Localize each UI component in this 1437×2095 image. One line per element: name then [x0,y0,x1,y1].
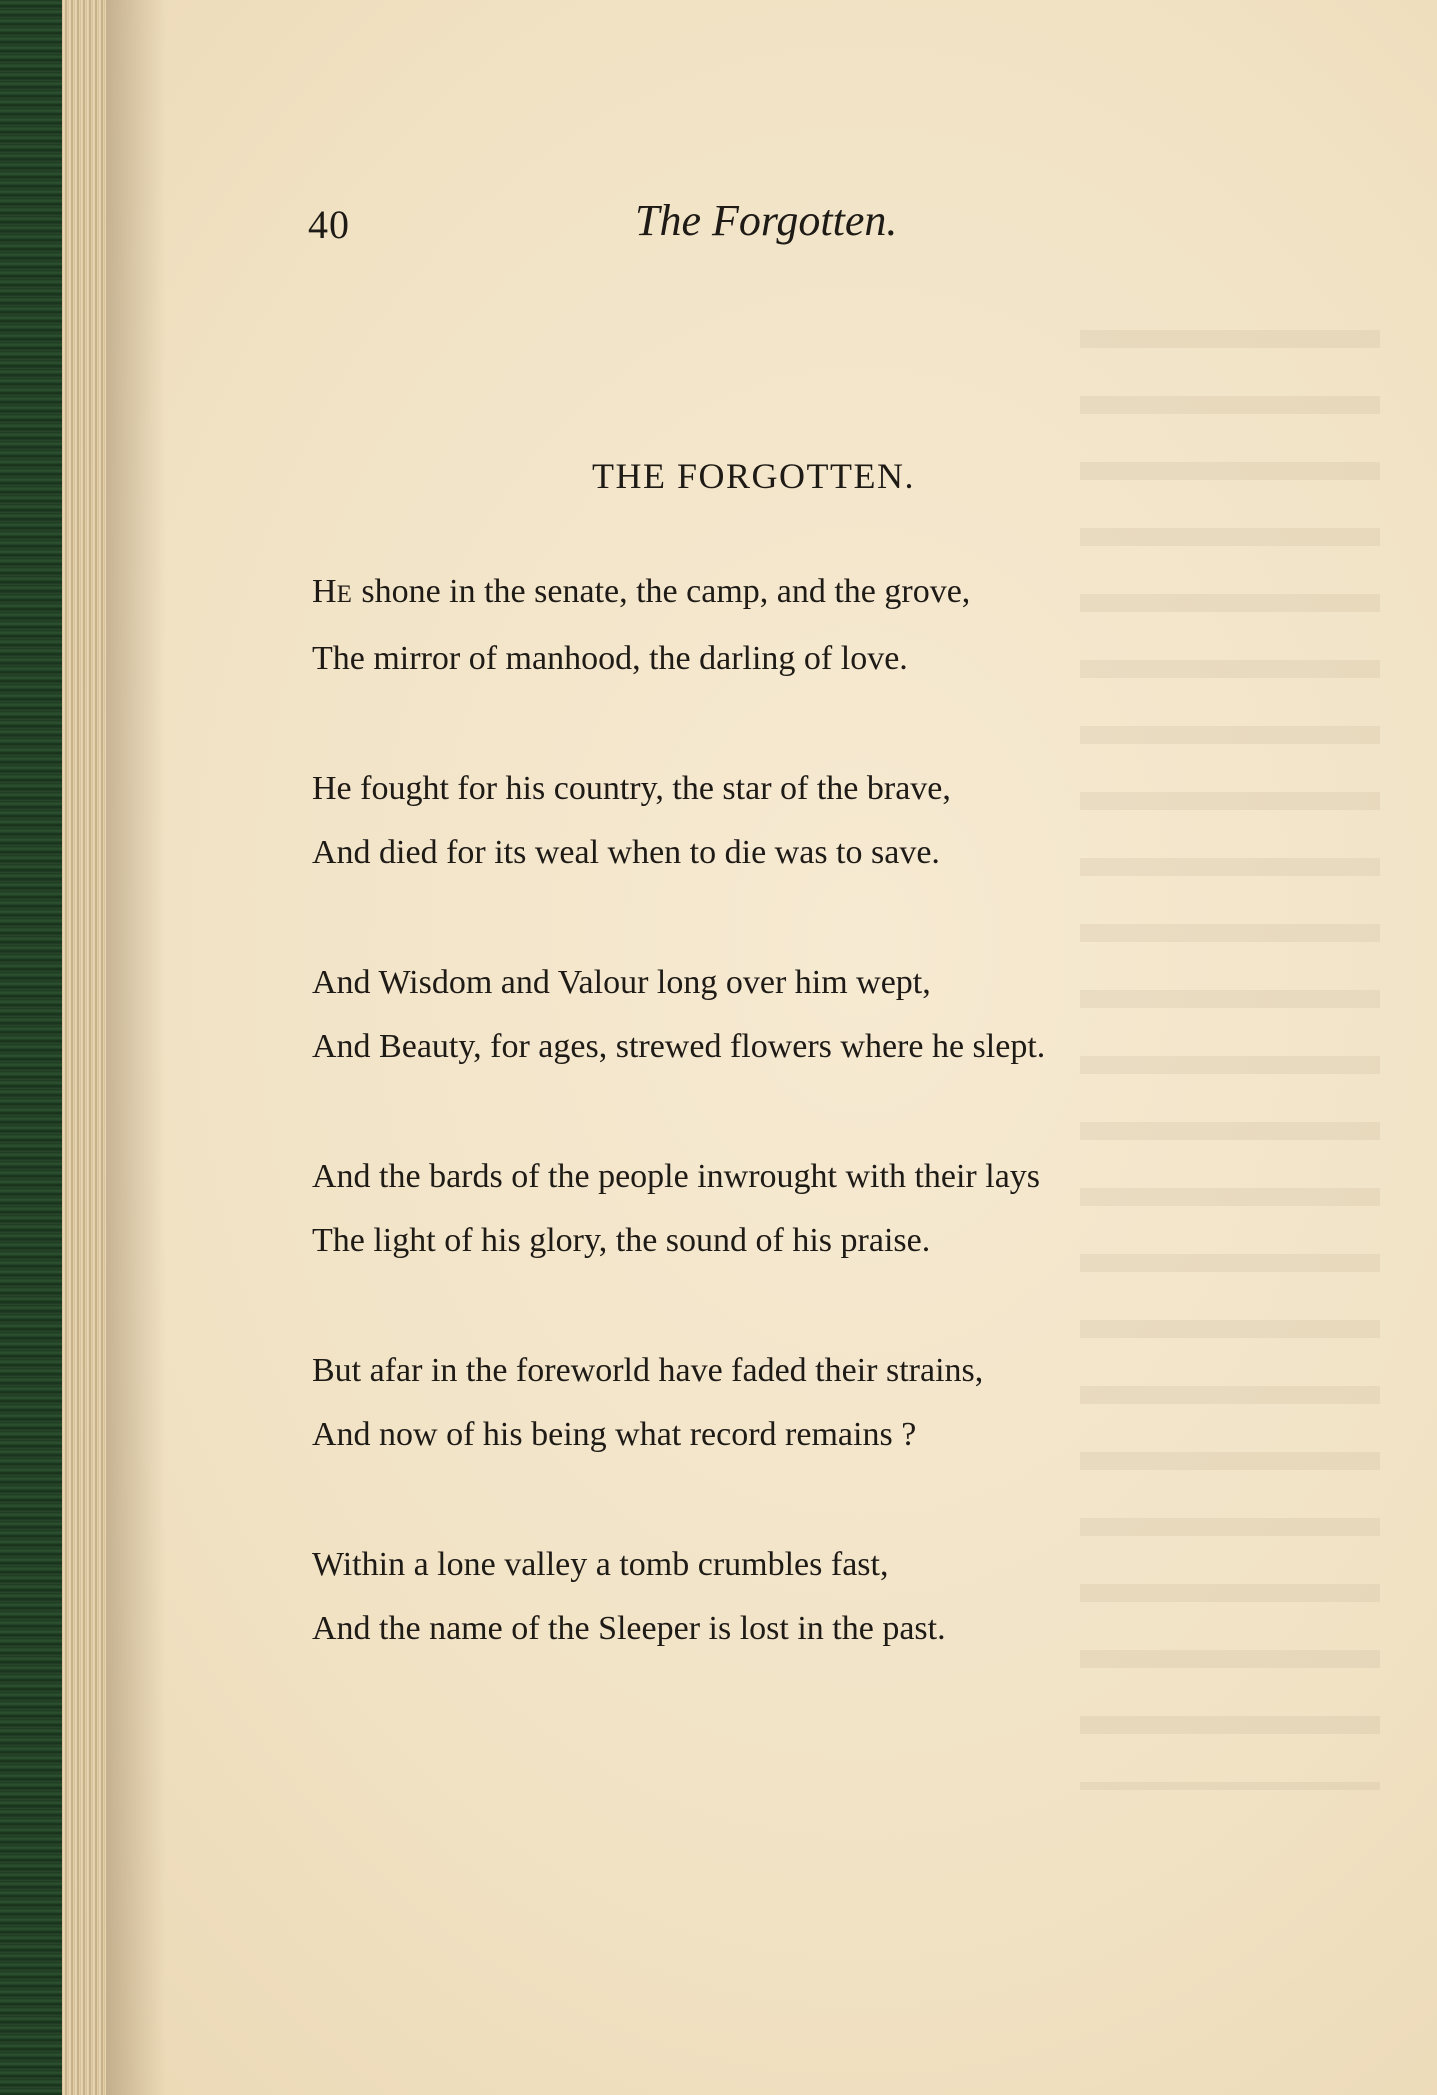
page-edges [62,0,106,2095]
poem-line: But afar in the foreworld have faded their strains, [312,1352,984,1389]
stanza-6 [312,1533,1212,1661]
poem-line: Within a lone valley a tomb crumbles fast, [312,1546,889,1583]
poem-line: He fought for his country, the star of the brave, [312,770,951,807]
stanza-1 [312,560,1212,691]
poem-title: THE FORGOTTEN. [592,456,915,496]
poem-line [312,560,1212,627]
stanza-2 [312,757,1212,885]
gutter-shadow [106,0,166,2095]
running-head [308,195,1108,255]
poem-line: And Beauty, for ages, strewed flowers where he slept. [312,1028,1046,1065]
poem-line: And Wisdom and Valour long over him wept, [312,964,931,1001]
stanza-5 [312,1339,1212,1467]
page-number: 40 [308,202,350,247]
poem-line: And the name of the Sleeper is lost in the past. [312,1610,946,1647]
line-text: shone in the senate, the camp, and the grove, [352,573,971,610]
initial-letter: H [312,573,337,610]
smallcaps-letters: E [336,581,353,608]
stanza-3 [312,951,1212,1079]
poem-line: And the bards of the people inwrought with their lays [312,1158,1041,1195]
book-binding [0,0,62,2095]
stanza-4 [312,1145,1212,1273]
poem-line: The mirror of manhood, the darling of love. [312,640,908,677]
poem-line: The light of his glory, the sound of his praise. [312,1222,931,1259]
poem-line: And died for its weal when to die was to save. [312,834,940,871]
running-title: The Forgotten. [635,196,898,245]
poem-line: And now of his being what record remains ? [312,1416,917,1453]
poem-body [312,560,1212,1727]
